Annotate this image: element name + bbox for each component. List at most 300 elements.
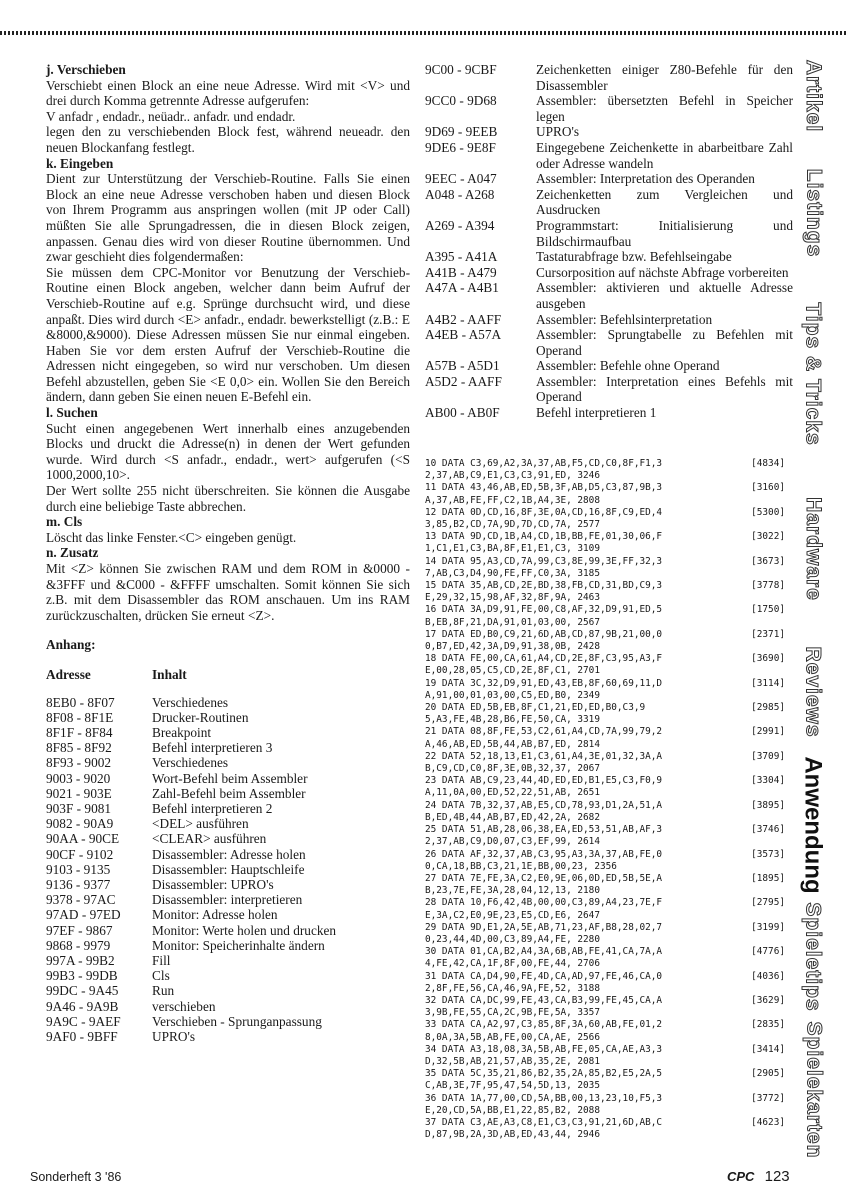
listing-line [425, 922, 785, 934]
listing-code: B,C9,CD,C0,8F,3E,0B,32,37, 2067 [425, 763, 600, 775]
checksum [737, 958, 785, 970]
checksum [737, 1080, 785, 1092]
routine-description: Befehl interpretieren 2 [152, 800, 273, 816]
routine-description: Run [152, 983, 175, 999]
routine-description: Zeichenketten einiger Z80-Befehle für den Disassembler [536, 62, 793, 93]
address-range: A048 - A268 [425, 186, 495, 202]
listing-line [425, 1056, 785, 1068]
table-row [425, 327, 793, 358]
checksum: [2835] [751, 1019, 785, 1031]
table-row [46, 953, 410, 968]
listing-line [425, 629, 785, 641]
checksum [737, 714, 785, 726]
address-range: 9136 - 9377 [46, 877, 111, 892]
routine-description: Monitor: Adresse holen [152, 907, 278, 923]
listing-line [425, 861, 785, 873]
checksum: [3629] [751, 994, 785, 1006]
sidebar-tab-artikel [797, 50, 829, 142]
address-range: 9021 - 903E [46, 785, 112, 801]
section-heading: m. Cls [46, 514, 83, 530]
address-range: 99B3 - 99DB [46, 968, 118, 984]
cpc-logo: CPC [727, 1169, 755, 1184]
listing-code: 0,B7,ED,42,3A,D9,91,38,0B, 2428 [425, 641, 600, 653]
listing-code: B,EB,8F,21,DA,91,01,03,00, 2567 [425, 616, 600, 628]
address-range: A269 - A394 [425, 217, 495, 233]
top-dotted-rule [0, 31, 848, 35]
listing-line [425, 458, 785, 470]
address-range: A4EB - A57A [425, 327, 502, 343]
listing-code: 30 DATA 01,CA,B2,A4,3A,6B,AB,FE,41,CA,7A,A [425, 946, 663, 958]
listing-line [425, 1105, 785, 1117]
sidebar-tab-spielekarten [797, 1020, 829, 1160]
checksum [737, 470, 785, 482]
checksum: [3114] [751, 677, 785, 689]
listing-code: A,91,00,01,03,00,C5,ED,B0, 2349 [425, 689, 600, 701]
checksum: [3746] [751, 824, 785, 836]
section-paragraph: Dient zur Unterstützung der Verschieb-Routine. Falls Sie einen Block an eine neue Adresse verschoben haben und diesen Block von Ihrem Programm aus anspringen wollen (mit JP oder Call) müßten Sie alle Sprungadressen, die in diesen Block zeigen, anpassen. Genau dies wird von dieser Routine übernommen. Und zwar geschieht dies folgendermaßen: [46, 171, 410, 265]
sidebar-tab-label: Anwendung [800, 756, 827, 894]
section-paragraph: Mit <Z> können Sie zwischen RAM und dem ROM in &0000 - &3FFF und &C000 - &FFFF umschalten. Somit können Sie sich z.B. mit dem Disassembler das ROM anschauen. Um ins RAM zurückzuschalten, drücken Sie erneut <Z>. [46, 561, 410, 623]
routine-description: UPRO's [536, 124, 580, 140]
table-row [425, 374, 793, 405]
article-text-column [46, 62, 410, 1044]
listing-code: 3,85,B2,CD,7A,9D,7D,CD,7A, 2577 [425, 519, 600, 531]
checksum [737, 665, 785, 677]
listing-code: 11 DATA 43,46,AB,ED,5B,3F,AB,D5,C3,87,9B,3 [425, 482, 663, 494]
listing-line [425, 763, 785, 775]
table-row [425, 358, 793, 374]
listing-line [425, 665, 785, 677]
table-row [46, 755, 410, 770]
checksum [737, 1056, 785, 1068]
listing-code: 14 DATA 95,A3,CD,7A,99,C3,8E,99,3E,FF,32,3 [425, 555, 663, 567]
listing-code: 3,9B,FE,55,CA,2C,9B,FE,5A, 3357 [425, 1007, 600, 1019]
page-footer [727, 1168, 790, 1185]
routine-description: Wort-Befehl beim Assembler [152, 770, 308, 786]
section-paragraph: V anfadr , endadr., neüadr.. anfadr. und endadr. [46, 108, 296, 124]
sidebar-tab-label: Artikel [802, 59, 826, 133]
section-heading: j. Verschieben [46, 62, 126, 77]
checksum [737, 1129, 785, 1141]
address-range: 997A - 99B2 [46, 953, 115, 969]
address-range: 9A9C - 9AEF [46, 1013, 121, 1029]
listing-code: A,46,AB,ED,5B,44,AB,B7,ED, 2814 [425, 738, 600, 750]
table-row [46, 771, 410, 786]
routine-description: UPRO's [152, 1029, 196, 1045]
address-range: 90AA - 90CE [46, 831, 120, 847]
address-range: 9378 - 97AC [46, 892, 116, 908]
routine-description: Monitor: Speicherinhalte ändern [152, 937, 325, 953]
address-range: 9DE6 - 9E8F [425, 139, 496, 155]
listing-line [425, 519, 785, 531]
listing-line [425, 495, 785, 507]
table-row [425, 93, 793, 124]
address-range: 9103 - 9135 [46, 861, 111, 877]
routine-description: Cursorposition auf nächste Abfrage vorbereiten [536, 264, 789, 280]
address-range: 99DC - 9A45 [46, 983, 119, 999]
listing-line [425, 1093, 785, 1105]
checksum [737, 543, 785, 555]
listing-line [425, 958, 785, 970]
listing-line [425, 470, 785, 482]
table-row [425, 280, 793, 311]
listing-code: 1,C1,E1,C3,BA,8F,E1,E1,C3, 3109 [425, 543, 600, 555]
listing-code: 5,A3,FE,4B,28,B6,FE,50,CA, 3319 [425, 714, 600, 726]
checksum: [3690] [751, 653, 785, 665]
checksum [737, 812, 785, 824]
listing-line [425, 800, 785, 812]
checksum: [3414] [751, 1043, 785, 1055]
listing-code: 20 DATA ED,5B,EB,8F,C1,21,ED,ED,B0,C3,9 [425, 702, 646, 714]
checksum [737, 861, 785, 873]
address-range: A4B2 - AAFF [425, 311, 502, 327]
section-paragraph: Löscht das linke Fenster.<C> eingeben genügt. [46, 529, 297, 545]
listing-line [425, 617, 785, 629]
listing-line [425, 678, 785, 690]
sidebar-tab-hardware [797, 470, 829, 628]
listing-code: 16 DATA 3A,D9,91,FE,00,C8,AF,32,D9,91,ED,5 [425, 604, 663, 616]
routine-description: Fill [152, 953, 171, 969]
routine-description: <CLEAR> ausführen [152, 831, 267, 847]
listing-code: 2,37,AB,C9,D0,07,C3,EF,99, 2614 [425, 836, 600, 848]
listing-code: E,20,CD,5A,BB,E1,22,85,B2, 2088 [425, 1104, 600, 1116]
checksum: [3022] [751, 531, 785, 543]
checksum: [1750] [751, 604, 785, 616]
listing-line [425, 885, 785, 897]
routine-description: Assembler: Befehlsinterpretation [536, 311, 713, 327]
listing-line [425, 897, 785, 909]
address-range: 8F85 - 8F92 [46, 740, 112, 756]
checksum: [3573] [751, 848, 785, 860]
listing-code: 29 DATA 9D,E1,2A,5E,AB,71,23,AF,B8,28,02,7 [425, 921, 663, 933]
table-row [46, 1029, 410, 1044]
routine-description: Breakpoint [152, 724, 212, 740]
sidebar-tab-spieletips [797, 902, 829, 1012]
listing-line [425, 1032, 785, 1044]
listing-code: E,3A,C2,E0,9E,23,E5,CD,E6, 2647 [425, 909, 600, 921]
listing-line [425, 641, 785, 653]
routine-description: Zahl-Befehl beim Assembler [152, 785, 306, 801]
listing-code: 27 DATA 7E,FE,3A,C2,E0,9E,06,0D,ED,5B,5E,A [425, 872, 663, 884]
checksum: [4623] [751, 1116, 785, 1128]
listing-line [425, 983, 785, 995]
listing-line [425, 751, 785, 763]
listing-code: B,ED,4B,44,AB,B7,ED,42,2A, 2682 [425, 811, 600, 823]
checksum: [3772] [751, 1092, 785, 1104]
checksum [737, 1007, 785, 1019]
checksum: [3673] [751, 555, 785, 567]
table-row [46, 1014, 410, 1029]
table-row [46, 725, 410, 740]
section-paragraph: legen den zu verschiebenden Block fest, während neueadr. den neuen Blockanfang festlegt. [46, 124, 410, 155]
listing-code: D,32,5B,AB,21,57,AB,35,2E, 2081 [425, 1055, 600, 1067]
address-range: 8F08 - 8F1E [46, 709, 114, 725]
listing-line [425, 604, 785, 616]
checksum [737, 787, 785, 799]
listing-code: A,37,AB,FE,FF,C2,1B,A4,3E, 2808 [425, 494, 600, 506]
address-range: 8F93 - 9002 [46, 755, 112, 771]
listing-line [425, 1129, 785, 1141]
checksum [737, 739, 785, 751]
listing-code: 25 DATA 51,AB,28,06,38,EA,ED,53,51,AB,AF,3 [425, 824, 663, 836]
table-row [46, 710, 410, 725]
listing-line [425, 1080, 785, 1092]
address-range: A395 - A41A [425, 249, 498, 265]
checksum [737, 568, 785, 580]
address-range: A57B - A5D1 [425, 358, 500, 374]
address-range: 97AD - 97ED [46, 907, 121, 923]
listing-code: 26 DATA AF,32,37,AB,C3,95,A3,3A,37,AB,FE,0 [425, 848, 663, 860]
table-row [425, 187, 793, 218]
table-row [46, 938, 410, 953]
listing-code: 13 DATA 9D,CD,1B,A4,CD,1B,BB,FE,01,30,06,F [425, 531, 663, 543]
checksum: [2795] [751, 897, 785, 909]
column-header-address: Adresse [46, 666, 91, 682]
routine-description: Assembler: Befehle ohne Operand [536, 358, 720, 374]
address-range: 97EF - 9867 [46, 922, 113, 938]
listing-line [425, 995, 785, 1007]
sidebar-tab-label: Reviews [802, 646, 825, 738]
routine-description: Disassembler: Adresse holen [152, 846, 306, 862]
routine-description: Zeichenketten zum Vergleichen und Ausdrucken [536, 186, 793, 218]
listing-code: A,11,0A,00,ED,52,22,51,AB, 2651 [425, 787, 600, 799]
listing-line [425, 702, 785, 714]
listing-line [425, 690, 785, 702]
column-header-content: Inhalt [152, 666, 187, 682]
address-range: A5D2 - AAFF [425, 373, 502, 389]
routine-description: <DEL> ausführen [152, 816, 249, 832]
table-row [425, 312, 793, 328]
listing-line [425, 824, 785, 836]
listing-code: 23 DATA AB,C9,23,44,4D,ED,ED,B1,E5,C3,F0,9 [425, 775, 663, 787]
routine-description: Assembler: Interpretation des Operanden [536, 171, 755, 187]
routine-description: Programmstart: Initialisierung und Bildschirmaufbau [536, 217, 793, 249]
listing-line [425, 1007, 785, 1019]
listing-line [425, 1019, 785, 1031]
page-number: 123 [764, 1168, 790, 1185]
appendix-table-header [46, 667, 410, 683]
address-range: 8F1F - 8F84 [46, 724, 113, 740]
address-range: 903F - 9081 [46, 800, 112, 816]
listing-code: 35 DATA 5C,35,21,86,B2,35,2A,85,B2,E5,2A,5 [425, 1068, 663, 1080]
checksum [737, 1032, 785, 1044]
routine-description: Assembler: Sprungtabelle zu Befehlen mit Operand [536, 327, 793, 358]
table-row [425, 218, 793, 249]
checksum: [4036] [751, 970, 785, 982]
section-paragraph: Sucht einen angegebenen Wert innerhalb eines anzugebenden Blocks und druckt die Adresse(n) in denen der Wert gefunden wurde. Wird durch <S anfadr., endadr., wert> aufgerufen (<S 1000,2000,10>. [46, 420, 410, 483]
listing-code: D,87,9B,2A,3D,AB,ED,43,44, 2946 [425, 1129, 600, 1141]
table-row [46, 983, 410, 998]
checksum [737, 641, 785, 653]
table-row [425, 265, 793, 281]
listing-line [425, 531, 785, 543]
listing-line [425, 849, 785, 861]
sidebar-tab-label: Listings [802, 168, 826, 258]
routine-description: Assembler: aktivieren und aktuelle Adresse ausgeben [536, 280, 793, 311]
checksum: [3778] [751, 580, 785, 592]
listing-line [425, 934, 785, 946]
section-heading: k. Eingeben [46, 155, 114, 171]
address-range: 90CF - 9102 [46, 846, 114, 862]
listing-line [425, 946, 785, 958]
checksum: [2371] [751, 628, 785, 640]
section-paragraph: Verschiebt einen Block an eine neue Adresse. Wird mit <V> und drei durch Komma getrennte Adresse aufgerufen: [46, 77, 410, 109]
checksum: [3199] [751, 921, 785, 933]
table-row [46, 999, 410, 1014]
checksum: [3709] [751, 750, 785, 762]
listing-code: E,29,32,15,98,AF,32,8F,9A, 2463 [425, 592, 600, 604]
checksum [737, 983, 785, 995]
table-row [425, 249, 793, 265]
checksum: [1895] [751, 872, 785, 884]
address-range: 9003 - 9020 [46, 770, 111, 786]
listing-line [425, 1044, 785, 1056]
sidebar-tab-label: Spielekarten [802, 1021, 825, 1159]
checksum: [2905] [751, 1068, 785, 1080]
listing-line [425, 568, 785, 580]
checksum [737, 910, 785, 922]
table-row [46, 862, 410, 877]
sidebar-tab-label: Spieletips [802, 902, 826, 1012]
table-row [46, 968, 410, 983]
sidebar-tab-listings [797, 148, 829, 278]
listing-line [425, 836, 785, 848]
listing-code: C,AB,3E,7F,95,47,54,5D,13, 2035 [425, 1080, 600, 1092]
listing-line [425, 787, 785, 799]
checksum [737, 1105, 785, 1117]
listing-line [425, 873, 785, 885]
checksum: [4834] [751, 458, 785, 469]
listing-line [425, 726, 785, 738]
listing-code: 7,AB,C3,D4,90,FE,FF,C0,3A, 3185 [425, 567, 600, 579]
checksum: [4776] [751, 946, 785, 958]
address-range: AB00 - AB0F [425, 405, 500, 421]
address-range: 9082 - 90A9 [46, 816, 114, 832]
checksum [737, 763, 785, 775]
listing-line [425, 543, 785, 555]
table-row [46, 847, 410, 862]
section-paragraph: Der Wert sollte 255 nicht überschreiten. Sie können die Ausgabe durch eine beliebige Taste abbrechen. [46, 483, 410, 514]
checksum: [2985] [751, 702, 785, 714]
listing-code: 0,23,44,4D,00,C3,89,A4,FE, 2280 [425, 933, 600, 945]
section-heading: l. Suchen [46, 405, 98, 421]
listing-code: 21 DATA 08,8F,FE,53,C2,61,A4,CD,7A,99,79,2 [425, 726, 663, 738]
table-row [46, 831, 410, 846]
listing-line [425, 1068, 785, 1080]
table-row [425, 171, 793, 187]
listing-line [425, 556, 785, 568]
table-row [46, 907, 410, 922]
routine-description: Cls [152, 968, 170, 984]
listing-line [425, 653, 785, 665]
listing-code: 2,8F,FE,56,CA,46,9A,FE,52, 3188 [425, 982, 600, 994]
routine-description: Disassembler: UPRO's [152, 877, 274, 892]
listing-line [425, 580, 785, 592]
table-row [425, 124, 793, 140]
table-row [46, 816, 410, 831]
checksum [737, 519, 785, 531]
listing-line [425, 1117, 785, 1129]
table-row [46, 695, 410, 710]
table-row [46, 923, 410, 938]
listing-line [425, 812, 785, 824]
address-range: 9C00 - 9CBF [425, 62, 497, 77]
checksum [737, 495, 785, 507]
listing-code: 18 DATA FE,00,CA,61,A4,CD,2E,8F,C3,95,A3,F [425, 653, 663, 665]
checksum: [2991] [751, 726, 785, 738]
listing-code: 17 DATA ED,B0,C9,21,6D,AB,CD,87,9B,21,00,0 [425, 628, 663, 640]
routine-description: Drucker-Routinen [152, 709, 249, 725]
listing-line [425, 775, 785, 787]
listing-code: 22 DATA 52,18,13,E1,C3,61,A4,3E,01,32,3A,A [425, 750, 663, 762]
listing-code: E,00,28,05,C5,CD,2E,8F,C1, 2701 [425, 665, 600, 677]
address-range: 9EEC - A047 [425, 171, 497, 187]
listing-code: 28 DATA 10,F6,42,4B,00,00,C3,89,A4,23,7E,F [425, 897, 663, 909]
listing-code: 31 DATA CA,D4,90,FE,4D,CA,AD,97,FE,46,CA,0 [425, 970, 663, 982]
routine-description: Befehl interpretieren 3 [152, 740, 273, 756]
listing-code: 37 DATA C3,AE,A3,C8,E1,C3,C3,91,21,6D,AB,C [425, 1116, 663, 1128]
routine-description: Tastaturabfrage bzw. Befehlseingabe [536, 249, 732, 265]
address-range: A47A - A4B1 [425, 280, 499, 296]
checksum: [3304] [751, 775, 785, 787]
section-index-sidebar [797, 50, 829, 1160]
listing-code: 2,37,AB,C9,E1,C3,C3,91,ED, 3246 [425, 470, 600, 482]
listing-line [425, 482, 785, 494]
listing-line [425, 714, 785, 726]
listing-code: 8,0A,3A,5B,AB,FE,00,CA,AE, 2566 [425, 1031, 600, 1043]
sidebar-tab-label: Hardware [802, 497, 825, 601]
appendix-table [46, 695, 410, 1045]
checksum [737, 885, 785, 897]
checksum: [3895] [751, 799, 785, 811]
section-paragraph: Sie müssen dem CPC-Monitor vor Benutzung der Verschieb-Routine einen Block angeben, welcher dann beim Aufruf der Verschieb-Routine auf e.g. Sprünge durchsucht wird, und diese anpaßt. Dies wird durch <E> anfadr., endadr. bewerkstelligt (z.B.: E &8000,&9000). Diese Adressen müssen Sie nur einmal eingeben. Haben Sie vor dem ersten Aufruf der Verschieb-Routine die Adressen nicht eingegeben, so wird nur verschoben. Um diesen Befehl abzustellen, geben Sie <E 0,0> ein. Wollen Sie den Bereich ändern, dann geben Sie einen neuen E-Befehl ein. [46, 264, 410, 405]
address-range: 9AF0 - 9BFF [46, 1029, 118, 1045]
checksum: [3160] [751, 482, 785, 494]
appendix-title: Anhang: [46, 637, 96, 653]
address-range: 9868 - 9979 [46, 937, 111, 953]
routine-description: Disassembler: interpretieren [152, 892, 303, 908]
checksum: [5300] [751, 506, 785, 518]
address-range: 9CC0 - 9D68 [425, 93, 497, 109]
address-range: A41B - A479 [425, 264, 497, 280]
checksum [737, 592, 785, 604]
listing-line [425, 507, 785, 519]
sidebar-tab-label: Tips & Tricks [802, 302, 825, 446]
routine-description: Assembler: übersetzten Befehl in Speicher legen [536, 93, 793, 124]
listing-code: B,23,7E,FE,3A,28,04,12,13, 2180 [425, 885, 600, 897]
listing-code: 15 DATA 35,AB,CD,2E,BD,38,FB,CD,31,BD,C9,3 [425, 580, 663, 592]
listing-code: 10 DATA C3,69,A2,3A,37,AB,F5,CD,C0,8F,F1,3 [425, 458, 663, 469]
checksum [737, 934, 785, 946]
routine-description: Monitor: Werte holen und drucken [152, 922, 337, 938]
table-row [425, 62, 793, 93]
address-range: 9A46 - 9A9B [46, 998, 119, 1014]
section-heading: n. Zusatz [46, 545, 99, 561]
routine-description: Assembler: Interpretation eines Befehls mit Operand [536, 373, 793, 405]
routine-description: verschieben [152, 998, 216, 1014]
routine-description: Befehl interpretieren 1 [536, 405, 657, 421]
table-row [46, 892, 410, 907]
routine-description: Eingegebene Zeichenkette in abarbeitbare Zahl oder Adresse wandeln [536, 139, 793, 171]
table-row [46, 877, 410, 892]
listing-line [425, 910, 785, 922]
table-row [46, 786, 410, 801]
sidebar-tab-anwendung [797, 756, 829, 894]
listing-code: 36 DATA 1A,77,00,CD,5A,BB,00,13,23,10,F5,3 [425, 1092, 663, 1104]
memory-map-table-continued [425, 62, 793, 421]
sidebar-tab-tips-tricks [797, 286, 829, 462]
listing-code: 4,FE,42,CA,1F,8F,00,FE,44, 2706 [425, 958, 600, 970]
